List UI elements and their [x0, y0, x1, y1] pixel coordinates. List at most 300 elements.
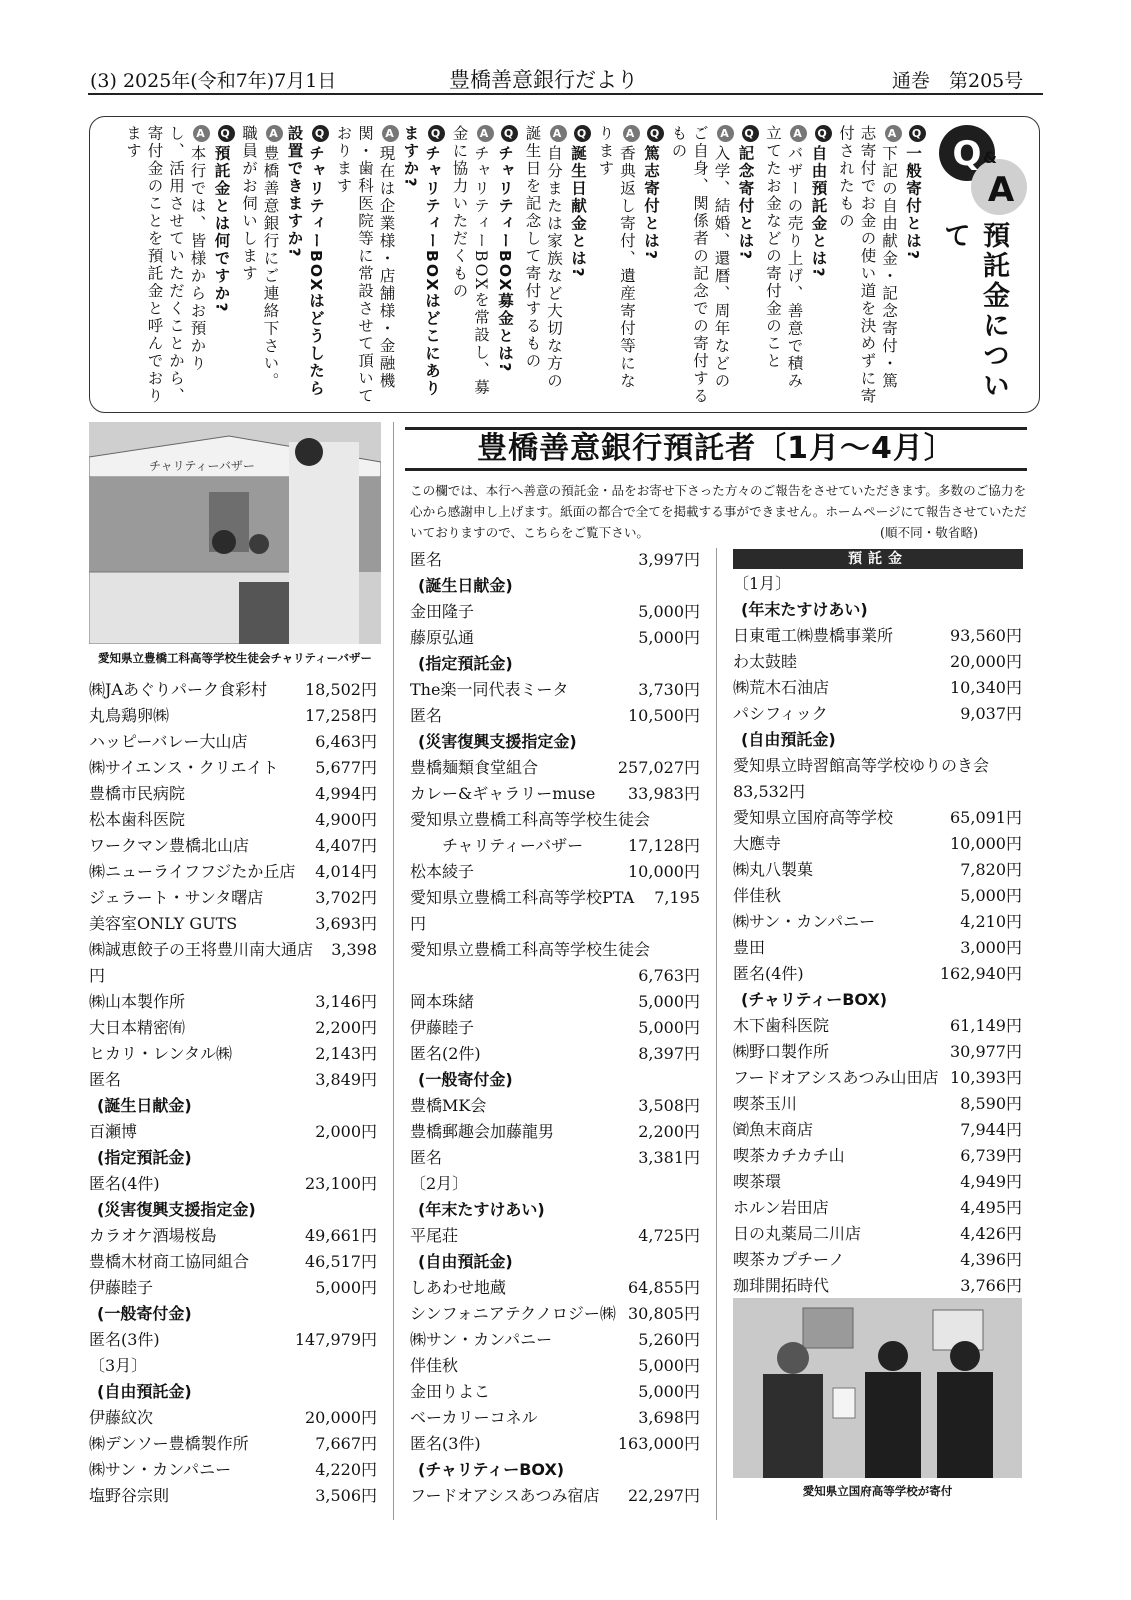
donor-name: 匿名(4件)	[89, 1174, 160, 1193]
q-badge-icon: Q	[501, 125, 518, 142]
donor-name: ㈱丸八製菓	[733, 860, 814, 879]
donor-row	[410, 807, 700, 833]
donor-name: 豊田	[733, 938, 766, 957]
a-badge-icon: A	[193, 125, 210, 142]
donation-amount: 5,000円	[638, 1356, 700, 1375]
category-heading	[410, 573, 700, 599]
qa-question	[494, 125, 519, 405]
donation-amount: 10,500円	[628, 706, 700, 725]
donation-amount: 3,702円	[315, 888, 377, 907]
donation-amount: 9,037円	[960, 704, 1022, 723]
qa-question-text: チャリティーBOXはどこにありますか?	[401, 125, 441, 398]
qa-item	[448, 125, 518, 405]
donation-amount: 6,739円	[960, 1146, 1022, 1165]
donation-amount: 5,000円	[638, 602, 700, 621]
donation-amount: 17,258円	[305, 706, 377, 725]
donor-name: 伊藤紋次	[89, 1408, 154, 1427]
qa-answer-text: チャリティーBOXを常設し、募金に協力いただくもの	[450, 125, 490, 397]
donor-name: チャリティーバザー	[410, 836, 584, 855]
donation-amount: 3,381円	[638, 1148, 700, 1167]
donation-amount: 7,195	[654, 888, 700, 907]
a-badge-icon: A	[790, 125, 807, 142]
donor-row	[410, 1483, 700, 1509]
donor-name: カレー&ギャラリーmuse	[410, 784, 596, 803]
donor-name: ジェラート・サンタ曙店	[89, 888, 264, 907]
donor-row	[410, 1119, 700, 1145]
donor-name: 木下歯科医院	[733, 1016, 830, 1035]
donor-name: 愛知県立豊橋工科高等学校生徒会	[410, 940, 651, 959]
donor-row	[733, 1013, 1022, 1039]
q-badge-icon: Q	[647, 125, 664, 142]
donation-amount: 3,000円	[960, 938, 1022, 957]
donation-amount: 5,000円	[638, 992, 700, 1011]
category-label: (自由預託金)	[741, 730, 836, 749]
donation-amount: 46,517円	[305, 1252, 377, 1271]
month-label: 〔2月〕	[410, 1174, 469, 1193]
donor-row	[733, 779, 1022, 805]
category-heading	[89, 1379, 377, 1405]
qa-question	[734, 125, 759, 405]
donation-amount: 162,940円	[939, 964, 1022, 983]
donation-amount: 4,900円	[315, 810, 377, 829]
donor-name: ㈱荒木石油店	[733, 678, 830, 697]
qa-answer	[448, 125, 494, 405]
a-badge-icon: A	[885, 125, 902, 142]
donation-amount: 3,698円	[638, 1408, 700, 1427]
donation-amount: 10,000円	[950, 834, 1022, 853]
donation-amount: 5,000円	[315, 1278, 377, 1297]
donor-column-1	[89, 677, 377, 1509]
issue-number: 通巻 第205号	[892, 70, 1024, 92]
donor-row	[89, 703, 377, 729]
donor-name: ㈱JAあぐりパーク食彩村	[89, 680, 267, 699]
donor-name: 83,532円	[733, 782, 805, 801]
category-label: (年末たすけあい)	[741, 600, 868, 619]
donor-row	[89, 989, 377, 1015]
donor-name: 塩野谷宗則	[89, 1486, 170, 1505]
donor-row	[410, 781, 700, 807]
donor-row	[410, 677, 700, 703]
donor-row	[410, 1223, 700, 1249]
donation-amount: 4,495円	[960, 1198, 1022, 1217]
donation-amount: 7,667円	[315, 1434, 377, 1453]
donor-name: 金田りよこ	[410, 1382, 491, 1401]
q-badge-icon: Q	[428, 125, 445, 142]
donor-name: ホルン岩田店	[733, 1198, 829, 1217]
donor-row	[410, 1093, 700, 1119]
donor-name: 日の丸薬局二川店	[733, 1224, 862, 1243]
category-label: (指定預託金)	[418, 654, 513, 673]
donor-row	[733, 675, 1022, 701]
photo-caption-bazaar: 愛知県立豊橋工科高等学校生徒会チャリティーバザー	[98, 651, 372, 665]
donation-amount: 147,979円	[294, 1330, 377, 1349]
q-badge-icon: Q	[742, 125, 759, 142]
qa-list	[96, 125, 926, 405]
donor-row	[89, 1275, 377, 1301]
donation-amount: 4,725円	[638, 1226, 700, 1245]
donation-amount: 2,000円	[315, 1122, 377, 1141]
a-badge-icon: A	[717, 125, 734, 142]
donor-row	[89, 1405, 377, 1431]
donor-name: 松本歯科医院	[89, 810, 186, 829]
header-date: (3) 2025年(令和7年)7月1日	[90, 70, 337, 92]
category-label: (一般寄付金)	[418, 1070, 513, 1089]
donor-row	[89, 885, 377, 911]
donor-name: ㈱デンソー豊橋製作所	[89, 1434, 249, 1453]
category-label: (一般寄付金)	[97, 1304, 192, 1323]
category-label: (チャリティーBOX)	[741, 990, 888, 1009]
qa-logo	[933, 121, 1033, 221]
donor-list-banner: 豊橋善意銀行預託者〔1月～4月〕	[405, 427, 1027, 471]
donor-name: 匿名(3件)	[410, 1434, 481, 1453]
donor-name: 匿名	[410, 550, 443, 569]
donor-row	[89, 1457, 377, 1483]
donor-row	[410, 1327, 700, 1353]
donor-name: 匿名	[89, 1070, 122, 1089]
category-heading	[733, 727, 1022, 753]
column-divider	[716, 548, 717, 1520]
donor-name: ㈱サン・カンパニー	[733, 912, 876, 931]
a-badge-icon: A	[477, 125, 494, 142]
q-badge-icon: Q	[909, 125, 926, 142]
donation-amount: 4,220円	[315, 1460, 377, 1479]
donor-row	[89, 859, 377, 885]
donor-row	[733, 935, 1022, 961]
donation-amount: 22,297円	[628, 1486, 700, 1505]
donor-row	[733, 805, 1022, 831]
category-heading	[410, 651, 700, 677]
bazaar-banner-text: チャリティーバザー	[149, 459, 255, 473]
donor-row	[733, 649, 1022, 675]
amount-continuation: 円	[89, 966, 106, 985]
donor-name: ㈾魚末商店	[733, 1120, 814, 1139]
donation-amount: 3,506円	[315, 1486, 377, 1505]
donor-name: パシフィック	[733, 704, 828, 723]
a-badge-icon: A	[266, 125, 283, 142]
donation-amount: 8,590円	[960, 1094, 1022, 1113]
intro-text: この欄では、本行へ善意の預託金・品をお寄せ下さった方々のご報告をさせていただきます。多数のご協力を心から感謝申し上げます。紙面の都合で全てを掲載する事ができません。ホームページにて報告させていただいておりますので、こちらをご覧下さい。	[410, 483, 1027, 540]
category-label: (自由預託金)	[97, 1382, 192, 1401]
donor-row	[410, 755, 700, 781]
category-label: (年末たすけあい)	[418, 1200, 545, 1219]
donor-row	[89, 1223, 377, 1249]
category-heading	[89, 1093, 377, 1119]
donation-amount: 3,766円	[960, 1276, 1022, 1295]
donor-row	[89, 807, 377, 833]
donor-name: 豊橋木材商工協同組合	[89, 1252, 250, 1271]
donation-amount: 18,502円	[305, 680, 377, 699]
donor-row	[89, 1119, 377, 1145]
donor-name: フードオアシスあつみ宿店	[410, 1486, 600, 1505]
donation-amount: 5,000円	[638, 628, 700, 647]
qa-item	[835, 125, 927, 405]
donor-name: フードオアシスあつみ山田店	[733, 1068, 939, 1087]
donor-row	[733, 1143, 1022, 1169]
donor-name: 匿名(3件)	[89, 1330, 160, 1349]
donor-row	[410, 1405, 700, 1431]
donation-amount: 10,340円	[950, 678, 1022, 697]
month-label: 〔1月〕	[733, 574, 792, 593]
donor-name: 愛知県立豊橋工科高等学校PTA	[410, 888, 635, 907]
donor-row	[410, 625, 700, 651]
donation-amount: 3,508円	[638, 1096, 700, 1115]
donation-amount: 5,000円	[638, 1018, 700, 1037]
donor-row	[733, 1039, 1022, 1065]
donor-name: シンフォニアテクノロジー㈱	[410, 1304, 616, 1323]
donor-name: 珈琲開拓時代	[733, 1276, 830, 1295]
donation-amount: 49,661円	[305, 1226, 377, 1245]
donor-name: ベーカリーコネル	[410, 1408, 538, 1427]
donor-row	[733, 753, 1022, 779]
donation-amount: 20,000円	[305, 1408, 377, 1427]
qa-question	[210, 125, 235, 405]
a-badge-icon: A	[550, 125, 567, 142]
donor-row	[410, 547, 700, 573]
category-label: (自由預託金)	[418, 1252, 513, 1271]
donor-name: ワークマン豊橋北山店	[89, 836, 250, 855]
donor-name: 日東電工㈱豊橋事業所	[733, 626, 894, 645]
qa-item	[762, 125, 832, 405]
donation-amount: 4,994円	[315, 784, 377, 803]
donation-amount: 5,000円	[960, 886, 1022, 905]
donor-name: 喫茶環	[733, 1172, 782, 1191]
qa-answer-text: バザーの売り上げ、善意で積み立てたお金などの寄付金のこと	[764, 125, 804, 390]
donation-amount: 6,463円	[315, 732, 377, 751]
donor-row	[733, 1273, 1022, 1299]
donation-amount: 65,091円	[950, 808, 1022, 827]
intro-note: (順不同・敬省略)	[880, 525, 978, 540]
donor-name: 金田隆子	[410, 602, 475, 621]
donor-name: 大日本精密㈲	[89, 1018, 186, 1037]
donation-amount: 2,200円	[638, 1122, 700, 1141]
donor-name: 平尾荘	[410, 1226, 459, 1245]
category-heading	[410, 729, 700, 755]
category-heading	[410, 1249, 700, 1275]
qa-item	[238, 125, 330, 405]
donor-name: 豊橋MK会	[410, 1096, 487, 1115]
donation-amount: 6,763円	[638, 966, 700, 985]
donor-name: ㈱ニューライフフジたか丘店	[89, 862, 296, 881]
donor-name: 岡本珠緒	[410, 992, 475, 1011]
donor-row	[733, 883, 1022, 909]
qa-answer-text: 自分または家族など大切な方の誕生日を記念して寄付するもの	[523, 125, 563, 390]
donor-name: カラオケ酒場桜島	[89, 1226, 217, 1245]
qa-answer	[238, 125, 284, 405]
donor-name: 愛知県立国府高等学校	[733, 808, 894, 827]
qa-question	[399, 125, 445, 405]
donor-name: 豊橋麺類食堂組合	[410, 758, 539, 777]
donor-name: ㈱誠恵餃子の王将豊川南大通店	[89, 940, 314, 959]
qa-logo-amp: &	[983, 148, 997, 167]
donation-amount: 7,820円	[960, 860, 1022, 879]
category-heading	[89, 1301, 377, 1327]
qa-logo-a: A	[987, 170, 1015, 210]
category-heading	[89, 1145, 377, 1171]
donation-amount: 93,560円	[950, 626, 1022, 645]
donation-amount: 10,393円	[950, 1068, 1022, 1087]
donor-row	[89, 1483, 377, 1509]
azukari-heading: 預託金	[733, 549, 1023, 569]
q-badge-icon: Q	[312, 125, 329, 142]
donor-row	[89, 937, 377, 989]
donation-amount: 20,000円	[950, 652, 1022, 671]
donor-row	[733, 831, 1022, 857]
qa-question-text: 誕生日献金とは?	[569, 145, 587, 279]
donation-amount: 4,210円	[960, 912, 1022, 931]
donor-row	[733, 1117, 1022, 1143]
donation-amount: 17,128円	[628, 836, 700, 855]
amount-continuation: 円	[410, 914, 427, 933]
kokufu-school-photo	[733, 1298, 1022, 1478]
donor-row	[410, 703, 700, 729]
donor-row	[410, 1015, 700, 1041]
donation-amount: 163,000円	[617, 1434, 700, 1453]
donation-amount: 8,397円	[638, 1044, 700, 1063]
donor-row	[410, 599, 700, 625]
photo-caption-kokufu: 愛知県立国府高等学校が寄付	[802, 1484, 953, 1498]
category-label: (チャリティーBOX)	[418, 1460, 565, 1479]
donor-row	[89, 1041, 377, 1067]
qa-question-text: 一般寄付とは?	[904, 145, 922, 261]
donation-amount: 4,014円	[315, 862, 377, 881]
category-heading	[410, 1197, 700, 1223]
donation-amount: 30,977円	[950, 1042, 1022, 1061]
donor-name: しあわせ地蔵	[410, 1278, 507, 1297]
qa-answer-text: 豊橋善意銀行にご連絡下さい。職員がお伺いします	[240, 125, 280, 390]
newsletter-title: 豊橋善意銀行だより	[449, 68, 638, 92]
category-label: (災害復興支援指定金)	[418, 732, 577, 751]
donor-row	[733, 701, 1022, 727]
charity-bazaar-photo	[89, 422, 381, 644]
qa-answer-text: 香典返し寄付、遺産寄付等になります	[596, 125, 636, 390]
qa-question-text: チャリティーBOX募金とは?	[496, 145, 514, 374]
qa-logo-q: Q	[952, 134, 982, 174]
charity-bazaar-illustration	[89, 422, 381, 644]
a-badge-icon: A	[623, 125, 640, 142]
qa-item	[521, 125, 591, 405]
donor-row	[89, 677, 377, 703]
qa-question-text: 篤志寄付とは?	[642, 145, 660, 261]
qa-answer-text: 本行では、皆様からお預かりし、活用させていただくことから、寄付金のことを預託金と呼んでおります	[124, 125, 207, 405]
column-divider	[393, 422, 394, 1520]
donor-row	[410, 1041, 700, 1067]
qa-answer	[835, 125, 902, 405]
donor-row	[410, 1353, 700, 1379]
category-label: (災害復興支援指定金)	[97, 1200, 256, 1219]
donor-row	[410, 859, 700, 885]
donation-amount: 3,730円	[638, 680, 700, 699]
donor-name: 喫茶カプチーノ	[733, 1250, 845, 1269]
header-rule	[88, 93, 1043, 95]
donor-name: 百瀬博	[89, 1122, 138, 1141]
kokufu-school-illustration	[733, 1298, 1022, 1478]
donor-row	[733, 1247, 1022, 1273]
donation-amount: 23,100円	[305, 1174, 377, 1193]
donor-name: 愛知県立時習館高等学校ゆりのき会	[733, 756, 990, 775]
qa-question	[640, 125, 665, 405]
qa-answer-text: 下記の自由献金・記念寄付・篤志寄付でお金の使い道を決めずに寄付されたもの	[837, 125, 898, 405]
donation-amount: 3,849円	[315, 1070, 377, 1089]
donor-row	[733, 1091, 1022, 1117]
donation-amount: 7,944円	[960, 1120, 1022, 1139]
donor-row	[89, 1249, 377, 1275]
donor-row	[410, 963, 700, 989]
donation-amount: 4,407円	[315, 836, 377, 855]
donor-name: 伊藤睦子	[410, 1018, 475, 1037]
donor-row	[410, 937, 700, 963]
donation-amount: 2,200円	[315, 1018, 377, 1037]
qa-answer	[762, 125, 808, 405]
donor-name: 伴佳秋	[733, 886, 782, 905]
qa-answer	[332, 125, 399, 405]
qa-item	[667, 125, 759, 405]
donor-row	[733, 961, 1022, 987]
qa-answer	[122, 125, 211, 405]
donor-name: 愛知県立豊橋工科高等学校生徒会	[410, 810, 651, 829]
donor-row	[733, 1221, 1022, 1247]
donor-name: 匿名	[410, 706, 443, 725]
qa-item	[594, 125, 664, 405]
qa-answer	[521, 125, 567, 405]
donation-amount: 33,983円	[628, 784, 700, 803]
donor-row	[733, 1195, 1022, 1221]
qa-item	[122, 125, 235, 405]
donation-amount: 3,997円	[638, 550, 700, 569]
donation-amount: 3,398	[331, 940, 377, 959]
donation-amount: 2,143円	[315, 1044, 377, 1063]
donor-row	[733, 1169, 1022, 1195]
donor-name: ㈱野口製作所	[733, 1042, 830, 1061]
month-heading	[733, 571, 1022, 597]
donor-name: 大應寺	[733, 834, 782, 853]
donor-row	[410, 1431, 700, 1457]
donation-amount: 61,149円	[950, 1016, 1022, 1035]
category-heading	[733, 987, 1022, 1013]
donor-row	[89, 781, 377, 807]
qa-item	[332, 125, 445, 405]
donor-row	[410, 885, 700, 937]
month-label: 〔3月〕	[89, 1356, 148, 1375]
category-heading	[89, 1197, 377, 1223]
donor-column-3	[733, 571, 1022, 1299]
donor-name: 美容室ONLY GUTS	[89, 914, 238, 933]
donor-row	[733, 623, 1022, 649]
qa-title: 預託金について	[939, 221, 1009, 401]
donor-name: 喫茶カチカチ山	[733, 1146, 845, 1165]
donor-row	[410, 1379, 700, 1405]
category-label: (指定預託金)	[97, 1148, 192, 1167]
donor-row	[410, 1275, 700, 1301]
donor-name: 伴佳秋	[410, 1356, 459, 1375]
donation-amount: 4,949円	[960, 1172, 1022, 1191]
q-badge-icon: Q	[574, 125, 591, 142]
q-badge-icon: Q	[218, 125, 235, 142]
month-heading	[89, 1353, 377, 1379]
qa-question	[902, 125, 927, 405]
donor-name: 豊橋郵趣会加藤龍男	[410, 1122, 555, 1141]
donor-name: 匿名(4件)	[733, 964, 804, 983]
category-heading	[410, 1457, 700, 1483]
donor-row	[89, 1171, 377, 1197]
qa-question-text: チャリティーBOXはどうしたら設置できますか?	[285, 125, 325, 398]
donation-amount: 30,805円	[628, 1304, 700, 1323]
donation-amount: 4,396円	[960, 1250, 1022, 1269]
qa-answer	[667, 125, 734, 405]
donor-row	[89, 833, 377, 859]
qa-answer-text: 現在は企業様・店舗様・金融機関・歯科医院等に常設させて頂いております	[334, 125, 396, 405]
donor-name: 匿名	[410, 1148, 443, 1167]
donation-amount: 5,677円	[315, 758, 377, 777]
